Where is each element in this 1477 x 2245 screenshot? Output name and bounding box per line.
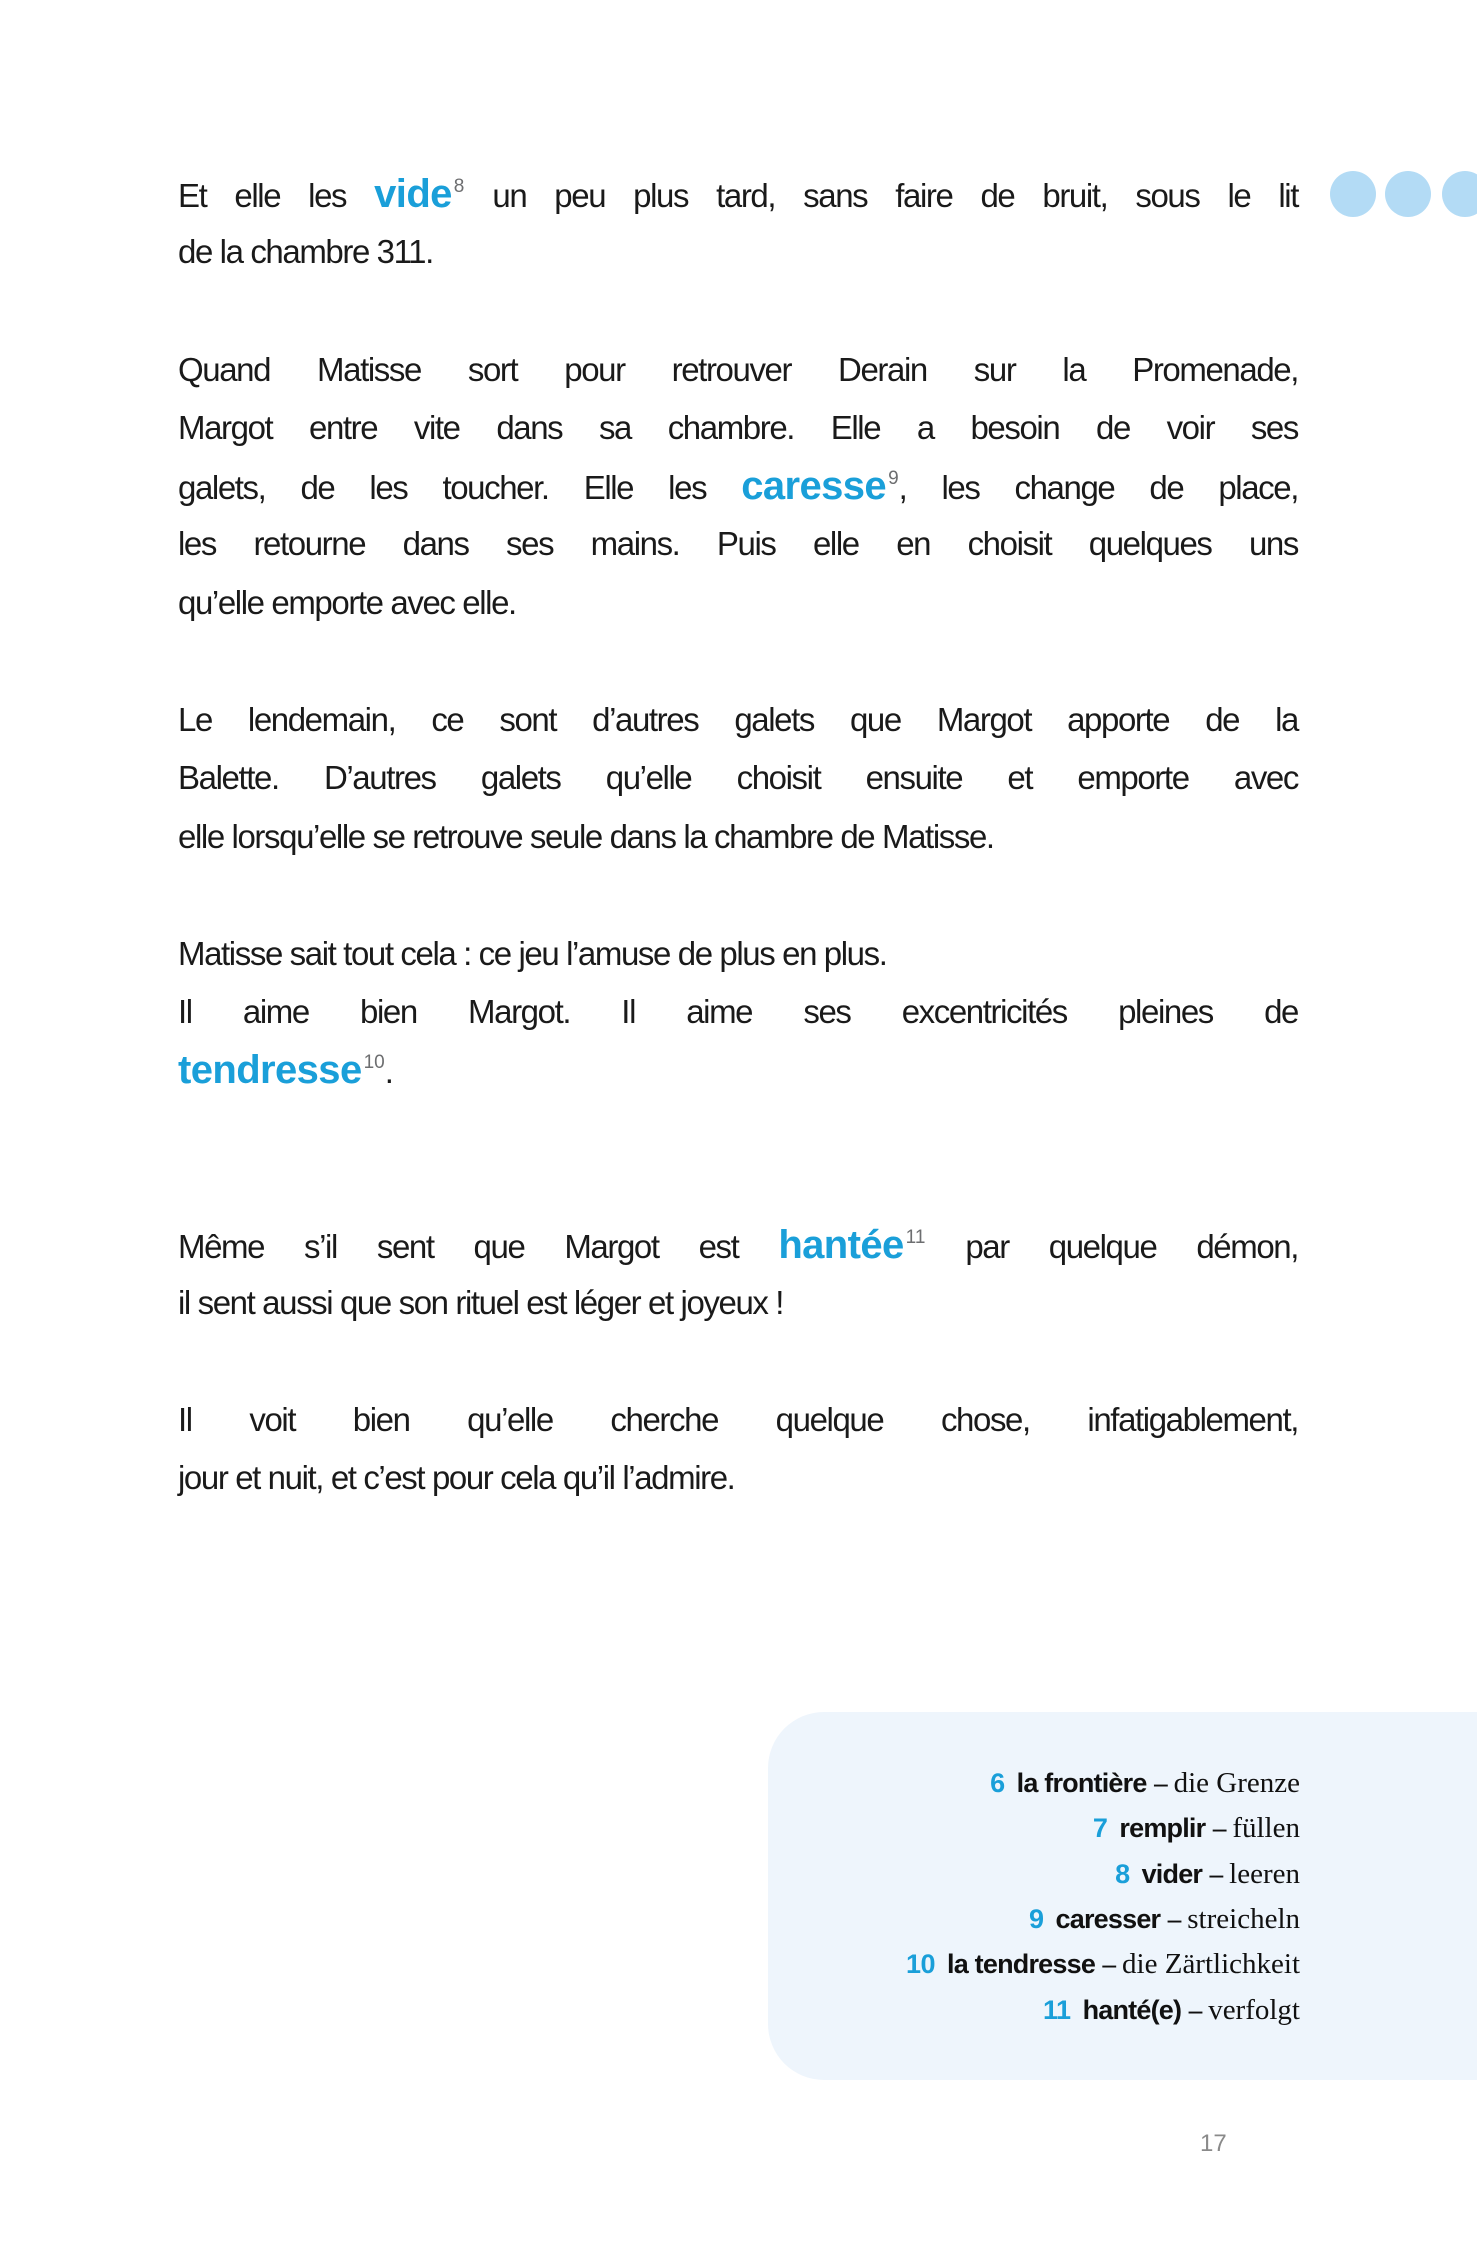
glossary-number: 7 — [1092, 1813, 1108, 1843]
glossary-number: 11 — [1043, 1995, 1071, 2025]
text-line: Margot entre vite dans sa chambre. Elle a besoin de voir ses — [178, 409, 1298, 446]
text-line — [178, 1050, 1298, 1090]
footnote-ref-8: 8 — [453, 176, 465, 197]
text-line: Balette. D’autres galets qu’elle choisit ensuite et emporte avec — [178, 759, 1298, 796]
text-line: elle lorsqu’elle se retrouve seule dans la chambre de Matisse. — [178, 818, 994, 855]
glossary-separator: – — [1154, 1768, 1168, 1798]
text-line: Quand Matisse sort pour retrouver Derain sur la Promenade, — [178, 351, 1298, 388]
glossary-separator: – — [1188, 1995, 1203, 2025]
text-span: galets, de les toucher. Elle les — [178, 469, 742, 506]
keyword-caresse: caresse — [741, 464, 887, 508]
glossary-separator: – — [1209, 1859, 1224, 1889]
glossary-number: 6 — [990, 1768, 1005, 1798]
text-line: les retourne dans ses mains. Puis elle en choisit quelques uns — [178, 525, 1298, 562]
text-span: un peu plus tard, sans faire de bruit, sous le lit — [464, 177, 1298, 214]
glossary-separator: – — [1102, 1949, 1117, 1979]
text-line — [178, 174, 1298, 214]
glossary-translation: die Grenze — [1173, 1767, 1300, 1799]
glossary-item — [990, 1766, 1300, 1800]
glossary-term: caresser — [1055, 1904, 1161, 1934]
glossary-separator: – — [1167, 1904, 1182, 1934]
text-span: Même s’il sent que Margot est — [178, 1228, 779, 1265]
text-span: par quelque démon, — [925, 1228, 1298, 1265]
glossary-translation: die Zärtlichkeit — [1122, 1948, 1300, 1980]
glossary-term: la frontière — [1016, 1768, 1147, 1798]
glossary-translation: verfolgt — [1208, 1994, 1300, 2026]
glossary-item — [906, 1947, 1300, 1981]
text-span: . — [384, 1053, 393, 1090]
keyword-tendresse: tendresse — [178, 1048, 362, 1092]
glossary-number: 9 — [1029, 1904, 1044, 1934]
glossary-item — [1043, 1993, 1300, 2027]
text-line: Le lendemain, ce sont d’autres galets que Margot apporte de la — [178, 701, 1298, 738]
glossary-term: la tendresse — [947, 1949, 1096, 1979]
text-line — [178, 466, 1298, 506]
footnote-ref-11: 11 — [905, 1227, 926, 1248]
glossary-translation: füllen — [1232, 1812, 1300, 1844]
glossary-number: 8 — [1115, 1859, 1130, 1889]
text-span: , les change de place, — [898, 469, 1298, 506]
footnote-ref-9: 9 — [888, 468, 899, 489]
glossary-item — [1115, 1857, 1300, 1891]
text-line: qu’elle emporte avec elle. — [178, 584, 516, 621]
glossary-term: vider — [1141, 1859, 1203, 1889]
text-line: de la chambre 311. — [178, 233, 433, 270]
glossary-number: 10 — [906, 1949, 936, 1979]
glossary-term: hanté(e) — [1082, 1995, 1182, 2025]
glossary-translation: streicheln — [1187, 1903, 1300, 1935]
page-number: 17 — [1200, 2130, 1227, 2157]
glossary-translation: leeren — [1229, 1858, 1300, 1890]
text-line — [178, 1225, 1298, 1265]
glossary-item — [1093, 1811, 1300, 1845]
footnote-ref-10: 10 — [363, 1052, 385, 1073]
text-span: Et elle les — [178, 177, 375, 214]
text-line: il sent aussi que son rituel est léger et joyeux ! — [178, 1284, 784, 1321]
glossary-separator: – — [1212, 1813, 1227, 1843]
decorative-dot-3 — [1442, 171, 1477, 217]
keyword-hantee: hantée — [778, 1223, 904, 1267]
decorative-dot-1 — [1330, 171, 1376, 217]
keyword-vide: vide — [374, 172, 452, 216]
text-line: jour et nuit, et c’est pour cela qu’il l’admire. — [178, 1459, 735, 1496]
decorative-dot-2 — [1385, 171, 1431, 217]
text-line: Il aime bien Margot. Il aime ses excentricités pleines de — [178, 993, 1298, 1030]
glossary-term: remplir — [1119, 1813, 1206, 1843]
text-line: Matisse sait tout cela : ce jeu l’amuse de plus en plus. — [178, 935, 887, 972]
glossary-item — [1029, 1902, 1300, 1936]
text-line: Il voit bien qu’elle cherche quelque chose, infatigablement, — [178, 1401, 1298, 1438]
